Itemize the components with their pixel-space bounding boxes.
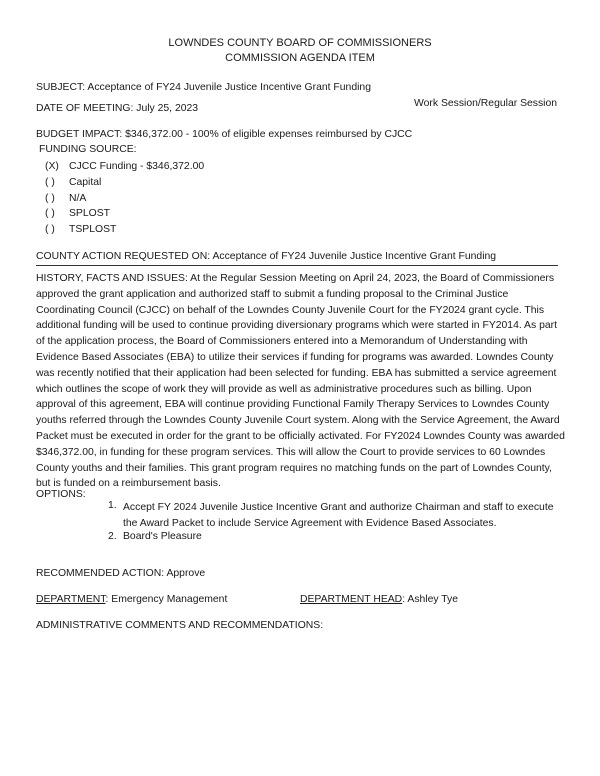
subject: SUBJECT: Acceptance of FY24 Juvenile Justice Incentive Grant Funding bbox=[36, 82, 371, 93]
funding-item-mark: ( ) bbox=[45, 177, 55, 188]
department-head bbox=[300, 594, 458, 605]
funding-item-label: SPLOST bbox=[69, 208, 110, 219]
header-subtitle: COMMISSION AGENDA ITEM bbox=[225, 52, 375, 64]
budget-impact: BUDGET IMPACT: $346,372.00 - 100% of eligible expenses reimbursed by CJCC bbox=[36, 129, 413, 140]
department bbox=[36, 594, 227, 605]
options-label: OPTIONS: bbox=[36, 489, 86, 500]
section-divider bbox=[36, 265, 558, 266]
funding-item-label: TSPLOST bbox=[69, 224, 117, 235]
funding-item bbox=[45, 177, 101, 188]
department-head-label: DEPARTMENT HEAD bbox=[300, 594, 403, 605]
option-text: Board's Pleasure bbox=[123, 531, 202, 542]
funding-item-mark: ( ) bbox=[45, 208, 55, 219]
option-text: Accept FY 2024 Juvenile Justice Incentive Grant and authorize Chairman and staff to execute the Award Packet to include Service Agreement with Evidence Based Associates. bbox=[123, 502, 554, 529]
option-number: 2. bbox=[108, 531, 117, 542]
history-facts-issues: HISTORY, FACTS AND ISSUES: At the Regular Session Meeting on April 24, 2023, the Board of Commissioners approved the grant application and authorized staff to submit a funding proposal to the Criminal Justice Coordinating Council (CJCC) on behalf of the Lowndes County Juvenile Court for the FY2024 grant cycle. This additional funding will be used to continue providing diversionary programs which were started in FY2014. As part of the application process, the Board of Commissioners entered into a Memorandum of Understanding with Evidence Based Associates (EBA) to utilize their services if funding for programs was awarded. Lowndes County was recently notified that their application had been selected for funding. EBA has submitted a service agreement which outlines the scope of work they will provide as well as administrative procedures such as billing. Upon approval of this agreement, EBA will continue providing Functional Family Therapy Services to Lowndes County youths referred through the Lowndes County Juvenile Court system. Along with the Service Agreement, the Award Packet must be executed in order for the grant to be officially activated. For FY2024 Lowndes County was awarded $346,372.00, in funding for these program services. This will allow the Court to provide services to 60 Lowndes County youths and their families. This grant program requires no matching funds on the part of Lowndes County, but is funded on a reimbursement basis. bbox=[36, 273, 565, 490]
option-number: 1. bbox=[108, 500, 117, 511]
funding-item bbox=[45, 208, 110, 219]
funding-item bbox=[45, 224, 116, 235]
administrative-comments: ADMINISTRATIVE COMMENTS AND RECOMMENDATIONS: bbox=[36, 620, 324, 631]
county-action-requested: COUNTY ACTION REQUESTED ON: Acceptance of FY24 Juvenile Justice Incentive Grant Funding bbox=[36, 251, 497, 262]
department-head-value: : Ashley Tye bbox=[402, 594, 459, 605]
funding-item-label: Capital bbox=[69, 177, 102, 188]
department-value: : Emergency Management bbox=[105, 594, 228, 605]
funding-item-label: CJCC Funding - $346,372.00 bbox=[69, 161, 205, 172]
funding-item-mark: ( ) bbox=[45, 224, 55, 235]
funding-item-mark: (X) bbox=[45, 161, 59, 172]
funding-item-label: N/A bbox=[69, 193, 87, 204]
funding-item bbox=[45, 193, 86, 204]
funding-item-mark: ( ) bbox=[45, 193, 55, 204]
recommended-action: RECOMMENDED ACTION: Approve bbox=[36, 568, 206, 579]
funding-source-label: FUNDING SOURCE: bbox=[39, 144, 137, 155]
session-type: Work Session/Regular Session bbox=[414, 98, 558, 109]
date-of-meeting: DATE OF MEETING: July 25, 2023 bbox=[36, 103, 199, 114]
header-title: LOWNDES COUNTY BOARD OF COMMISSIONERS bbox=[168, 37, 432, 49]
funding-item bbox=[45, 161, 204, 172]
department-label: DEPARTMENT bbox=[36, 594, 106, 605]
